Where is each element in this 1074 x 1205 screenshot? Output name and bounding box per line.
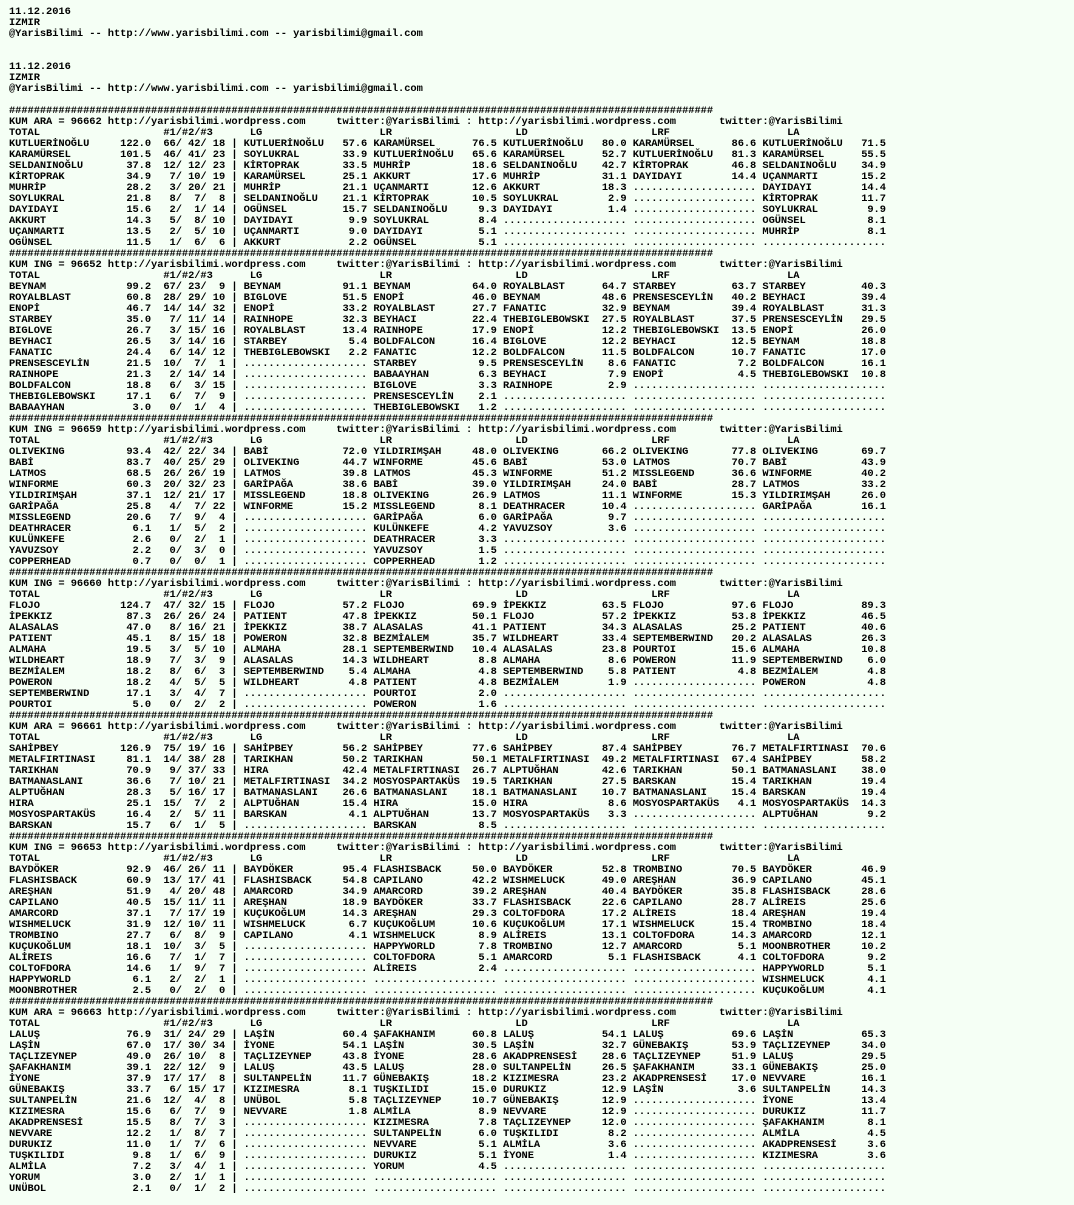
table-row: THEBIGLEBOWSKI 17.1 6/ 7/ 9 | .................... PRENSESCEYLİN 2.1 .................... .................... .................... [9,391,886,403]
column-header: TOTAL #1/#2/#3 LG LR LD LRF LA [9,270,800,282]
table-row: SELDANINOĞLU 37.8 12/ 12/ 23 | KİRTOPRAK 33.5 MUHRİP 18.6 SELDANINOĞLU 42.7 KİRTOPRAK 46.8 SELDANINOĞLU 34.9 [9,160,886,172]
table-row: TAÇLIZEYNEP 49.0 26/ 10/ 8 | TAÇLIZEYNEP 43.8 İYONE 28.6 AKADPRENSESİ 28.6 TAÇLIZEYNEP 51.9 LALUŞ 29.5 [9,1051,886,1063]
column-header: TOTAL #1/#2/#3 LG LR LD LRF LA [9,589,800,601]
table-row: COLTOFDORA 14.6 1/ 9/ 7 | .................... ALİREIS 2.4 .................... .................... HAPPYWORLD 5.1 [9,963,886,975]
report-city: IZMIR [9,17,40,29]
table-row: YORUM 3.0 2/ 1/ 1 | .................... .................... .................... .................... .................... [9,1172,886,1184]
table-row: SULTANPELİN 21.6 12/ 4/ 8 | UNÜBOL 5.8 TAÇLIZEYNEP 10.7 GÜNEBAKIŞ 12.9 .................... İYONE 13.4 [9,1095,886,1107]
table-row: GÜNEBAKIŞ 33.7 6/ 15/ 17 | KIZIMESRA 8.1 TUŞKILIDI 15.0 DURUKIZ 12.9 LAŞİN 3.6 SULTANPELİN 14.3 [9,1084,886,1096]
table-row: DAYIDAYI 15.6 2/ 1/ 14 | OGÜNSEL 15.7 SELDANINOĞLU 9.3 DAYIDAYI 1.4 .................... SOYLUKRAL 9.9 [9,204,886,216]
section-divider: ################################################################################################################## [9,567,713,579]
section-divider: ################################################################################################################## [9,105,713,117]
table-row: FLASHISBACK 60.9 13/ 17/ 41 | FLASHISBACK 54.8 CAPILANO 42.2 WISHMELUCK 49.0 AREŞHAN 36.9 CAPILANO 45.1 [9,875,886,887]
table-row: MOONBROTHER 2.5 0/ 2/ 0 | .................... .................... .................... .................... KUÇUKOĞLUM 4.1 [9,985,886,997]
table-row: KUTLUERİNOĞLU 122.0 66/ 42/ 18 | KUTLUERİNOĞLU 57.6 KARAMÜRSEL 76.5 KUTLUERİNOĞLU 80.0 KARAMÜRSEL 86.6 KUTLUERİNOĞLU 71.5 [9,138,886,150]
table-row: ROYALBLAST 60.8 28/ 29/ 10 | BIGLOVE 51.5 ENOPİ 46.0 BEYNAM 48.6 PRENSESCEYLİN 40.2 BEYHACI 39.4 [9,292,886,304]
table-row: YILDIRIMŞAH 37.1 12/ 21/ 17 | MISSLEGEND 18.8 OLIVEKING 26.9 LATMOS 11.1 WINFORME 15.3 YILDIRIMŞAH 26.0 [9,490,886,502]
table-row: AKKURT 14.3 5/ 8/ 10 | DAYIDAYI 9.9 SOYLUKRAL 8.4 .................... .................... OGÜNSEL 8.1 [9,215,886,227]
table-row: KULÜNKEFE 2.6 0/ 2/ 1 | .................... DEATHRACER 3.3 .................... .................... .................... [9,534,886,546]
section-divider: ################################################################################################################## [9,248,713,260]
table-row: BEYNAM 99.2 67/ 23/ 9 | BEYNAM 91.1 BEYNAM 64.0 ROYALBLAST 64.7 STARBEY 63.7 STARBEY 40.3 [9,281,886,293]
race-title: KUM ING = 96659 http://yarisbilimi.wordpress.com twitter:@YarisBilimi : http://yarisbilimi.wordpress.com twitter:@YarisBilimi [9,424,843,436]
table-row: KARAMÜRSEL 101.5 46/ 41/ 23 | SOYLUKRAL 33.9 KUTLUERİNOĞLU 65.6 KARAMÜRSEL 52.7 KUTLUERİNOĞLU 81.3 KARAMÜRSEL 55.5 [9,149,886,161]
table-row: LALUŞ 76.9 31/ 24/ 29 | LAŞİN 60.4 ŞAFAKHANIM 60.8 LALUŞ 54.1 LALUŞ 69.6 LAŞİN 65.3 [9,1029,886,1041]
table-row: PATIENT 45.1 8/ 15/ 18 | POWERON 32.8 BEZMİALEM 35.7 WILDHEART 33.4 SEPTEMBERWIND 20.2 ALASALAS 26.3 [9,633,886,645]
table-row: POWERON 18.2 4/ 5/ 5 | WILDHEART 4.8 PATIENT 4.8 BEZMİALEM 1.9 .................... POWERON 4.8 [9,677,886,689]
column-header: TOTAL #1/#2/#3 LG LR LD LRF LA [9,1018,800,1030]
column-header: TOTAL #1/#2/#3 LG LR LD LRF LA [9,435,800,447]
table-row: METALFIRTINASI 81.1 14/ 38/ 28 | TARIKHAN 50.2 TARIKHAN 50.1 METALFIRTINASI 49.2 METALFIRTINASI 67.4 SAHİPBEY 58.2 [9,754,886,766]
table-row: UÇANMARTI 13.5 2/ 5/ 10 | UÇANMARTI 9.0 DAYIDAYI 5.1 .................... .................... MUHRİP 8.1 [9,226,886,238]
table-row: FLOJO 124.7 47/ 32/ 15 | FLOJO 57.2 FLOJO 69.9 İPEKKIZ 63.5 FLOJO 97.6 FLOJO 89.3 [9,600,886,612]
table-row: NEVVARE 12.2 1/ 8/ 7 | .................... SULTANPELİN 6.0 TUŞKILIDI 8.2 .................... ALMİLA 4.5 [9,1128,886,1140]
table-row: TROMBINO 27.7 6/ 8/ 9 | CAPILANO 4.1 WISHMELUCK 8.9 ALİREIS 13.1 COLTOFDORA 14.3 AMARCORD 12.1 [9,930,886,942]
table-row: UNÜBOL 2.1 0/ 1/ 2 | .................... .................... .................... .................... .................... [9,1183,886,1195]
report-date: 11.12.2016 [9,61,71,73]
report-contact: @YarisBilimi -- http://www.yarisbilimi.com -- yarisbilimi@gmail.com [9,83,423,95]
header-gap [9,40,1074,51]
table-row: BOLDFALCON 18.8 6/ 3/ 15 | .................... BIGLOVE 3.3 RAINHOPE 2.9 .................... .................... [9,380,886,392]
table-row: GARİPAĞA 25.8 4/ 7/ 22 | WINFORME 15.2 MISSLEGEND 8.1 DEATHRACER 10.4 .................... GARİPAĞA 16.1 [9,501,886,513]
table-row: AKADPRENSESİ 15.5 8/ 7/ 3 | .................... KIZIMESRA 7.8 TAÇLIZEYNEP 12.0 .................... ŞAFAKHANIM 8.1 [9,1117,886,1129]
table-row: BATMANASLANI 36.6 7/ 10/ 21 | METALFIRTINASI 34.2 MOSYOSPARTAKÜS 19.5 TARIKHAN 27.5 BARSKAN 15.4 TARIKHAN 19.4 [9,776,886,788]
race-title: KUM ING = 96652 http://yarisbilimi.wordpress.com twitter:@YarisBilimi : http://yarisbilimi.wordpress.com twitter:@YarisBilimi [9,259,843,271]
table-row: ŞAFAKHANIM 39.1 22/ 12/ 9 | LALUŞ 43.5 LALUŞ 28.0 SULTANPELİN 26.5 ŞAFAKHANIM 33.1 GÜNEBAKIŞ 25.0 [9,1062,886,1074]
table-row: ALİREIS 16.6 7/ 1/ 7 | .................... COLTOFDORA 5.1 AMARCORD 5.1 FLASHISBACK 4.1 COLTOFDORA 9.2 [9,952,886,964]
table-row: FANATIC 24.4 6/ 14/ 12 | THEBIGLEBOWSKI 2.2 FANATIC 12.2 BOLDFALCON 11.5 BOLDFALCON 10.7 FANATIC 17.0 [9,347,886,359]
table-row: ALMİLA 7.2 3/ 4/ 1 | .................... YORUM 4.5 .................... .................... .................... [9,1161,886,1173]
report-contact: @YarisBilimi -- http://www.yarisbilimi.com -- yarisbilimi@gmail.com [9,28,423,40]
race-title: KUM ING = 96653 http://yarisbilimi.wordpress.com twitter:@YarisBilimi : http://yarisbilimi.wordpress.com twitter:@YarisBilimi [9,842,843,854]
table-row: İPEKKIZ 87.3 26/ 26/ 24 | PATIENT 47.8 İPEKKIZ 50.1 FLOJO 57.2 İPEKKIZ 53.8 İPEKKIZ 46.5 [9,611,886,623]
table-row: LATMOS 68.5 26/ 26/ 19 | LATMOS 39.8 LATMOS 45.3 WINFORME 51.2 MISSLEGEND 36.6 WINFORME 40.2 [9,468,886,480]
table-row: HAPPYWORLD 6.1 2/ 2/ 1 | .................... .................... .................... .................... WISHMELUCK 4.1 [9,974,886,986]
table-row: STARBEY 35.0 7/ 11/ 14 | RAINHOPE 32.3 BEYHACI 22.4 THEBIGLEBOWSKI 27.5 ROYALBLAST 37.5 PRENSESCEYLİN 29.5 [9,314,886,326]
table-row: COPPERHEAD 0.7 0/ 0/ 1 | .................... COPPERHEAD 1.2 .................... .................... .................... [9,556,886,568]
column-header: TOTAL #1/#2/#3 LG LR LD LRF LA [9,853,800,865]
table-row: RAINHOPE 21.3 2/ 14/ 14 | .................... BABAAYHAN 6.3 BEYHACI 7.9 ENOPİ 4.5 THEBIGLEBOWSKI 10.8 [9,369,886,381]
table-row: WINFORME 60.3 20/ 32/ 23 | GARİPAĞA 38.6 BABİ 39.0 YILDIRIMŞAH 24.0 BABİ 28.7 LATMOS 33.2 [9,479,886,491]
table-row: YAVUZSOY 2.2 0/ 3/ 0 | .................... YAVUZSOY 1.5 .................... .................... .................... [9,545,886,557]
table-row: WILDHEART 18.9 7/ 3/ 9 | ALASALAS 14.3 WILDHEART 8.8 ALMAHA 8.6 POWERON 11.9 SEPTEMBERWIND 6.0 [9,655,886,667]
race-title: KUM ARA = 96661 http://yarisbilimi.wordpress.com twitter:@YarisBilimi : http://yarisbilimi.wordpress.com twitter:@YarisBilimi [9,721,843,733]
race-title: KUM ING = 96660 http://yarisbilimi.wordpress.com twitter:@YarisBilimi : http://yarisbilimi.wordpress.com twitter:@YarisBilimi [9,578,843,590]
column-header: TOTAL #1/#2/#3 LG LR LD LRF LA [9,127,800,139]
race-tables [9,106,1074,1195]
table-row: CAPILANO 40.5 15/ 11/ 11 | AREŞHAN 18.9 BAYDÖKER 33.7 FLASHISBACK 22.6 CAPILANO 28.7 ALİREIS 25.6 [9,897,886,909]
table-row: SEPTEMBERWIND 17.1 3/ 4/ 7 | .................... POURTOI 2.0 .................... .................... .................... [9,688,886,700]
table-row: OGÜNSEL 11.5 1/ 6/ 6 | AKKURT 2.2 OGÜNSEL 5.1 .................... .................... .................... [9,237,886,249]
header-gap [9,51,1074,62]
table-row: TUŞKILIDI 9.8 1/ 6/ 9 | .................... DURUKIZ 5.1 İYONE 1.4 .................... KIZIMESRA 3.6 [9,1150,886,1162]
table-row: BABİ 83.7 40/ 25/ 29 | OLIVEKING 44.7 WINFORME 45.6 BABİ 53.0 LATMOS 70.7 BABİ 43.9 [9,457,886,469]
table-row: SAHİPBEY 126.9 75/ 19/ 16 | SAHİPBEY 56.2 SAHİPBEY 77.6 SAHİPBEY 87.4 SAHİPBEY 76.7 METALFIRTINASI 70.6 [9,743,886,755]
table-row: MOSYOSPARTAKÜS 16.4 2/ 5/ 11 | BARSKAN 4.1 ALPTUĞHAN 13.7 MOSYOSPARTAKÜS 3.3 .................... ALPTUĞHAN 9.2 [9,809,886,821]
table-row: WISHMELUCK 31.9 12/ 10/ 11 | WISHMELUCK 6.7 KUÇUKOĞLUM 10.6 KUÇUKOĞLUM 17.1 WISHMELUCK 15.4 TROMBINO 18.4 [9,919,886,931]
table-row: ALMAHA 19.5 3/ 5/ 10 | ALMAHA 28.1 SEPTEMBERWIND 10.4 ALASALAS 23.8 POURTOI 15.6 ALMAHA 10.8 [9,644,886,656]
report-date: 11.12.2016 [9,6,71,18]
table-row: PRENSESCEYLİN 21.5 10/ 7/ 1 | .................... STARBEY 9.5 PRENSESCEYLİN 8.6 FANATIC 7.2 BOLDFALCON 16.1 [9,358,886,370]
table-row: KIZIMESRA 15.6 6/ 7/ 9 | NEVVARE 1.8 ALMİLA 8.9 NEVVARE 12.9 .................... DURUKIZ 11.7 [9,1106,886,1118]
table-row: SOYLUKRAL 21.8 8/ 7/ 8 | SELDANINOĞLU 21.1 KİRTOPRAK 10.5 SOYLUKRAL 2.9 .................... KİRTOPRAK 11.7 [9,193,886,205]
table-row: ENOPİ 46.7 14/ 14/ 32 | ENOPİ 33.2 ROYALBLAST 27.7 FANATIC 32.9 BEYNAM 39.4 ROYALBLAST 31.3 [9,303,886,315]
section-divider: ################################################################################################################## [9,413,713,425]
table-row: BAYDÖKER 92.9 46/ 26/ 11 | BAYDÖKER 95.4 FLASHISBACK 50.0 BAYDÖKER 52.8 TROMBINO 70.5 BAYDÖKER 46.9 [9,864,886,876]
table-row: TARIKHAN 70.9 9/ 37/ 33 | HIRA 42.4 METALFIRTINASI 26.7 ALPTUĞHAN 42.6 TARIKHAN 50.1 BATMANASLANI 38.0 [9,765,886,777]
table-row: KUÇUKOĞLUM 18.1 10/ 3/ 5 | .................... HAPPYWORLD 7.8 TROMBINO 12.7 AMARCORD 5.1 MOONBROTHER 10.2 [9,941,886,953]
table-row: AREŞHAN 51.9 4/ 20/ 48 | AMARCORD 34.9 AMARCORD 39.2 AREŞHAN 40.4 BAYDÖKER 35.8 FLASHISBACK 28.6 [9,886,886,898]
table-row: DEATHRACER 6.1 1/ 5/ 2 | .................... KULÜNKEFE 4.2 YAVUZSOY 3.6 .................... .................... [9,523,886,535]
table-row: HIRA 25.1 15/ 7/ 2 | ALPTUĞHAN 15.4 HIRA 15.0 HIRA 8.6 MOSYOSPARTAKÜS 4.1 MOSYOSPARTAKÜS 14.3 [9,798,886,810]
section-divider: ################################################################################################################## [9,831,713,843]
race-title: KUM ARA = 96663 http://yarisbilimi.wordpress.com twitter:@YarisBilimi : http://yarisbilimi.wordpress.com twitter:@YarisBilimi [9,1007,843,1019]
table-row: OLIVEKING 93.4 42/ 22/ 34 | BABİ 72.0 YILDIRIMŞAH 48.0 OLIVEKING 66.2 OLIVEKING 77.8 OLIVEKING 69.7 [9,446,886,458]
table-row: ALPTUĞHAN 28.3 5/ 16/ 17 | BATMANASLANI 26.6 BATMANASLANI 18.1 BATMANASLANI 10.7 BATMANASLANI 15.4 BARSKAN 19.4 [9,787,886,799]
section-divider: ################################################################################################################## [9,996,713,1008]
report-city: IZMIR [9,72,40,84]
section-divider: ################################################################################################################## [9,710,713,722]
table-row: BEYHACI 26.5 3/ 14/ 16 | STARBEY 5.4 BOLDFALCON 16.4 BIGLOVE 12.2 BEYHACI 12.5 BEYNAM 18.8 [9,336,886,348]
table-row: BIGLOVE 26.7 3/ 15/ 16 | ROYALBLAST 13.4 RAINHOPE 17.9 ENOPİ 12.2 THEBIGLEBOWSKI 13.5 ENOPİ 26.0 [9,325,886,337]
table-row: İYONE 37.9 17/ 17/ 8 | SULTANPELİN 11.7 GÜNEBAKIŞ 18.2 KIZIMESRA 23.2 AKADPRENSESİ 17.0 NEVVARE 16.1 [9,1073,886,1085]
table-row: MUHRİP 28.2 3/ 20/ 21 | MUHRİP 21.1 UÇANMARTI 12.6 AKKURT 18.3 .................... DAYIDAYI 14.4 [9,182,886,194]
table-row: BEZMİALEM 18.2 8/ 6/ 3 | SEPTEMBERWIND 5.4 ALMAHA 4.8 SEPTEMBERWIND 5.8 PATIENT 4.8 BEZMİALEM 4.8 [9,666,886,678]
table-row: LAŞİN 67.0 17/ 30/ 34 | İYONE 54.1 LAŞİN 30.5 LAŞİN 32.7 GÜNEBAKIŞ 53.9 TAÇLIZEYNEP 34.0 [9,1040,886,1052]
table-row: ALASALAS 47.0 8/ 16/ 21 | İPEKKIZ 38.7 ALASALAS 41.1 PATIENT 34.3 ALASALAS 25.2 PATIENT 40.6 [9,622,886,634]
table-row: POURTOI 5.0 0/ 2/ 2 | .................... POWERON 1.6 .................... .................... .................... [9,699,886,711]
table-row: BABAAYHAN 3.0 0/ 1/ 4 | .................... THEBIGLEBOWSKI 1.2 .................... .................... .................... [9,402,886,414]
table-row: DURUKIZ 11.0 1/ 7/ 6 | .................... NEVVARE 5.1 ALMİLA 3.6 .................... AKADPRENSESİ 3.6 [9,1139,886,1151]
race-title: KUM ARA = 96662 http://yarisbilimi.wordpress.com twitter:@YarisBilimi : http://yarisbilimi.wordpress.com twitter:@YarisBilimi [9,116,843,128]
table-row: MISSLEGEND 20.6 7/ 9/ 4 | .................... GARİPAĞA 6.0 GARİPAĞA 9.7 .................... .................... [9,512,886,524]
table-row: AMARCORD 37.1 7/ 17/ 19 | KUÇUKOĞLUM 14.3 AREŞHAN 29.3 COLTOFDORA 17.2 ALİREIS 18.4 AREŞHAN 19.4 [9,908,886,920]
table-row: KİRTOPRAK 34.9 7/ 10/ 19 | KARAMÜRSEL 25.1 AKKURT 17.6 MUHRİP 31.1 DAYIDAYI 14.4 UÇANMARTI 15.2 [9,171,886,183]
column-header: TOTAL #1/#2/#3 LG LR LD LRF LA [9,732,800,744]
table-row: BARSKAN 15.7 6/ 1/ 5 | .................... BARSKAN 8.5 .................... .................... .................... [9,820,886,832]
